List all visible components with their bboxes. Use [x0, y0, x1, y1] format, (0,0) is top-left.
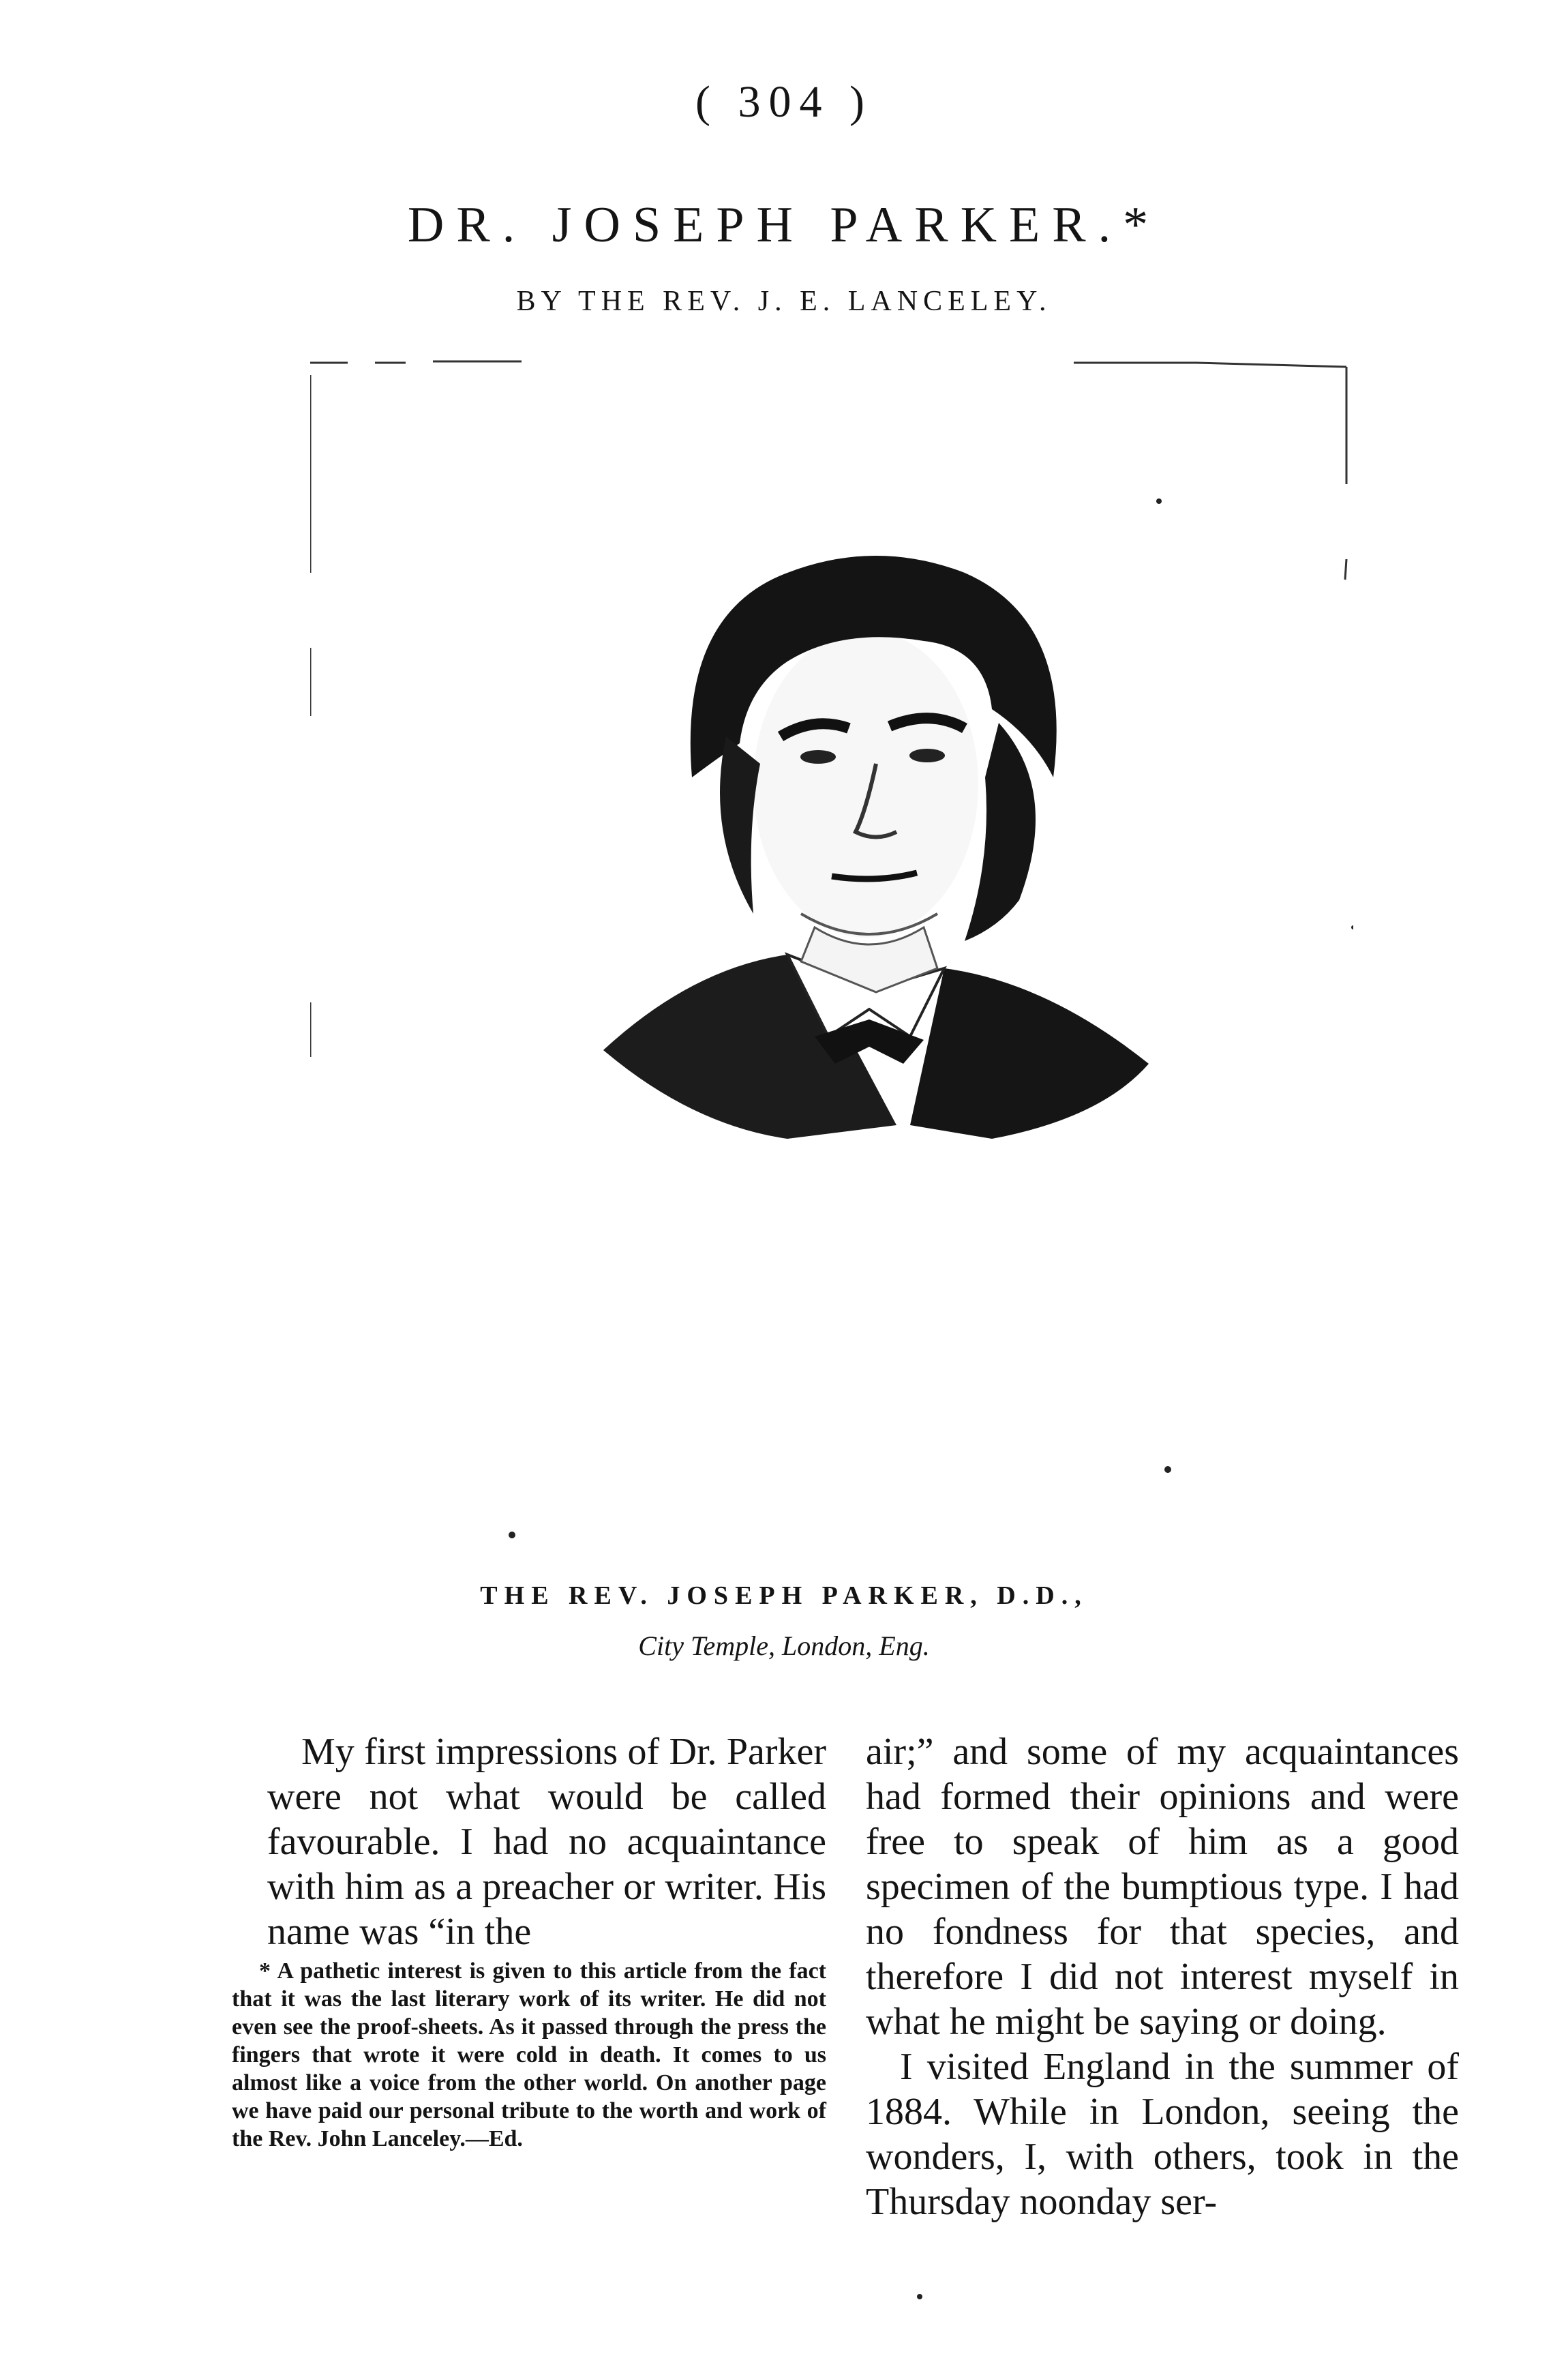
footnote	[232, 1957, 826, 2153]
right-column	[866, 1729, 1459, 2224]
body-paragraph: My first impressions of Dr. Parker were not what would be called favourable. I had no acquaintance with him as a preacher or writer. His name was “in the	[267, 1731, 826, 1953]
ink-speck	[1164, 1466, 1171, 1473]
body-paragraph: I visited England in the summer of 1884. While in London, seeing the wonders, I, with others, took in the Thursday noonday ser-	[866, 2046, 1459, 2223]
portrait-caption-place: City Temple, London, Eng.	[638, 1630, 930, 1661]
footnote-text: * A pathetic interest is given to this article from the fact that it was the last literary work of its writer. He did not even see the proof-sheets. As it passed through the press the fingers that wrote it were cold in death. It comes to us almost like a voice from the other world. On another page we have paid our personal tribute to the worth and work of the Rev. John Lanceley.—Ed.	[232, 1958, 826, 2151]
ink-speck	[917, 2294, 922, 2299]
byline: BY THE REV. J. E. LANCELEY.	[516, 286, 1052, 317]
left-column	[267, 1729, 826, 1954]
article-title: DR. JOSEPH PARKER.*	[407, 197, 1161, 253]
portrait-image	[310, 355, 1353, 1364]
ink-speck	[509, 1532, 515, 1538]
portrait-caption-name: THE REV. JOSEPH PARKER, D.D.,	[480, 1581, 1088, 1610]
page-number: ( 304 )	[695, 77, 873, 127]
body-paragraph: air;” and some of my acquaintances had formed their opinions and were free to speak of him as a good specimen of the bumptious type. I had no fondness for that species, and therefore I did not interest myself in what he might be saying or doing.	[866, 1731, 1459, 2043]
